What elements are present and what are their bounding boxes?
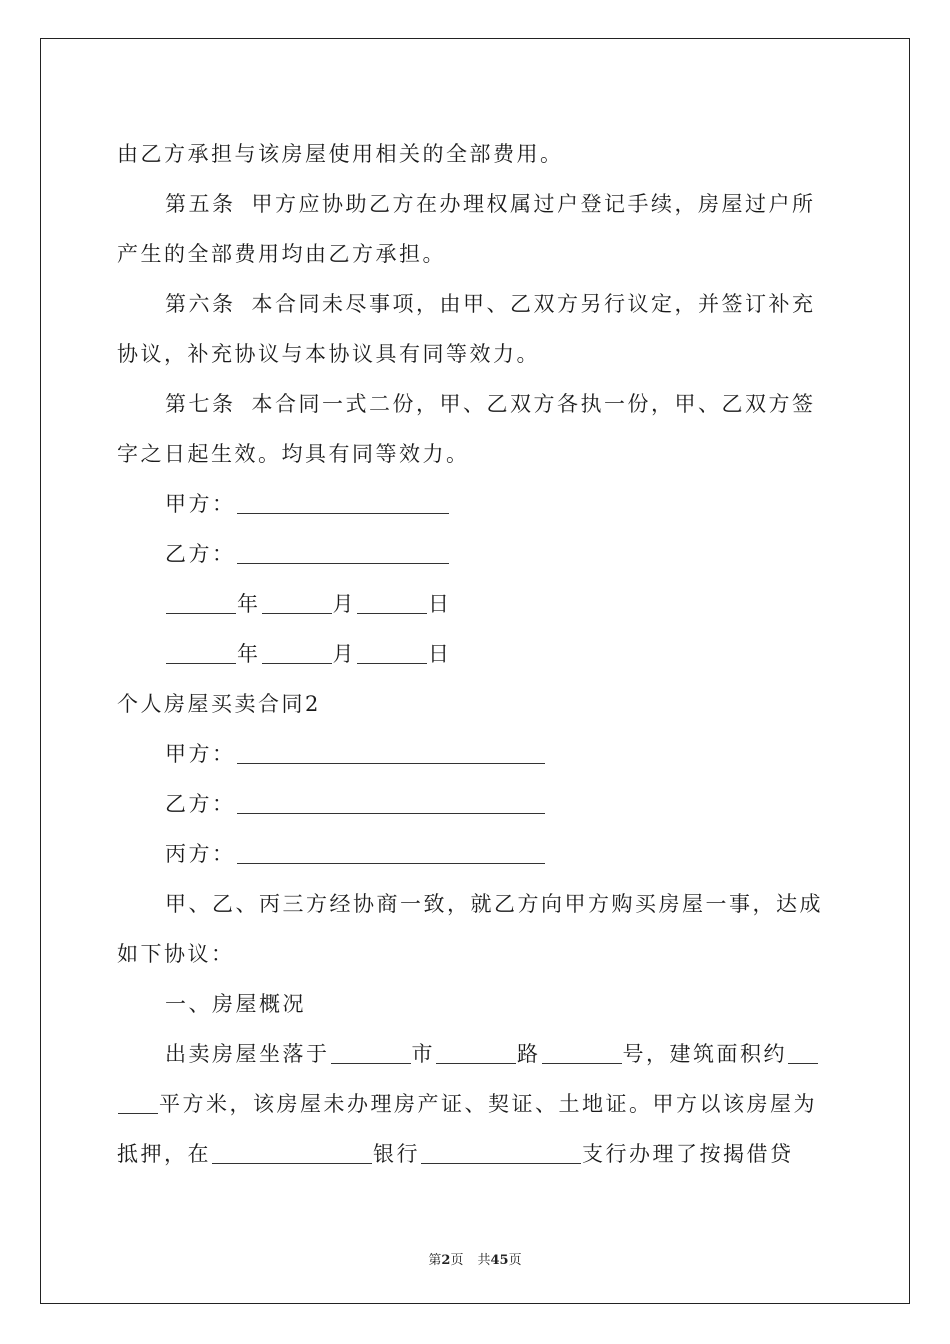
article-number: 第六条 [165, 292, 236, 316]
text-segment: 抵押，在 [117, 1142, 211, 1166]
month-label: 月 [332, 592, 356, 616]
article-number: 第七条 [165, 392, 236, 416]
bank-blank [212, 1143, 372, 1164]
section-title: 个人房屋买卖合同2 [117, 692, 321, 716]
intro-line [117, 929, 837, 979]
text-segment: 市 [411, 1042, 435, 1066]
party-blank [237, 843, 545, 864]
party-label: 乙方： [165, 792, 236, 816]
location-line [117, 1029, 837, 1079]
footer-text: 第 [428, 1253, 442, 1268]
article-6 [117, 279, 837, 329]
text-line: 产生的全部费用均由乙方承担。 [117, 242, 446, 266]
intro-line [117, 879, 837, 929]
party-label: 丙方： [165, 842, 236, 866]
date-line [117, 579, 837, 629]
text-line: 如下协议： [117, 942, 235, 966]
text-segment: 路 [517, 1042, 541, 1066]
article-5 [117, 179, 837, 229]
paragraph-line [117, 329, 837, 379]
paragraph-line [117, 129, 837, 179]
month-blank [262, 593, 332, 614]
signature-party-a [117, 479, 837, 529]
road-blank [436, 1043, 516, 1064]
total-pages: 45 [490, 1253, 509, 1268]
city-blank [331, 1043, 411, 1064]
footer-text: 页 [508, 1253, 522, 1268]
area-blank [788, 1043, 818, 1064]
day-label: 日 [428, 642, 452, 666]
area-blank [118, 1093, 158, 1114]
paragraph-line [117, 229, 837, 279]
party-label: 乙方： [165, 542, 236, 566]
text-line: 字之日起生效。均具有同等效力。 [117, 442, 470, 466]
day-blank [357, 643, 427, 664]
page-footer [0, 1249, 950, 1268]
signature-blank [237, 493, 449, 514]
year-blank [166, 643, 236, 664]
article-text: 本合同未尽事项，由甲、乙双方另行议定，并签订补充 [251, 292, 816, 316]
year-label: 年 [237, 642, 261, 666]
text-segment: 出卖房屋坐落于 [165, 1042, 330, 1066]
article-number: 第五条 [165, 192, 236, 216]
text-segment: 平方米，该房屋未办理房产证、契证、土地证。甲方以该房屋为 [159, 1092, 817, 1116]
section-heading-text: 一、房屋概况 [165, 992, 306, 1016]
text-line: 协议，补充协议与本协议具有同等效力。 [117, 342, 540, 366]
text-line: 甲、乙、丙三方经协商一致，就乙方向甲方购买房屋一事，达成 [165, 892, 823, 916]
number-blank [542, 1043, 622, 1064]
signature-party-b [117, 529, 837, 579]
footer-text: 共 [477, 1253, 491, 1268]
party-blank [237, 793, 545, 814]
article-text: 本合同一式二份，甲、乙双方各执一份，甲、乙双方签 [251, 392, 816, 416]
article-7 [117, 379, 837, 429]
text-segment: 号，建筑面积约 [622, 1042, 787, 1066]
party-b-line [117, 779, 837, 829]
day-blank [357, 593, 427, 614]
month-blank [262, 643, 332, 664]
text-segment: 支行办理了按揭借贷 [582, 1142, 794, 1166]
year-label: 年 [237, 592, 261, 616]
footer-text: 页 [450, 1253, 464, 1268]
party-label: 甲方： [165, 742, 236, 766]
party-blank [237, 743, 545, 764]
section-heading [117, 979, 837, 1029]
signature-blank [237, 543, 449, 564]
paragraph-line [117, 429, 837, 479]
month-label: 月 [332, 642, 356, 666]
text-segment: 银行 [373, 1142, 420, 1166]
article-text: 甲方应协助乙方在办理权属过户登记手续，房屋过户所 [251, 192, 816, 216]
year-blank [166, 593, 236, 614]
area-line [117, 1079, 837, 1129]
date-line [117, 629, 837, 679]
document-body [117, 129, 837, 1179]
party-label: 甲方： [165, 492, 236, 516]
party-a-line [117, 729, 837, 779]
text-line: 由乙方承担与该房屋使用相关的全部费用。 [117, 142, 564, 166]
party-c-line [117, 829, 837, 879]
branch-blank [421, 1143, 581, 1164]
mortgage-line [117, 1129, 837, 1179]
day-label: 日 [428, 592, 452, 616]
contract-title [117, 679, 837, 729]
page-number: 2 [441, 1253, 451, 1268]
